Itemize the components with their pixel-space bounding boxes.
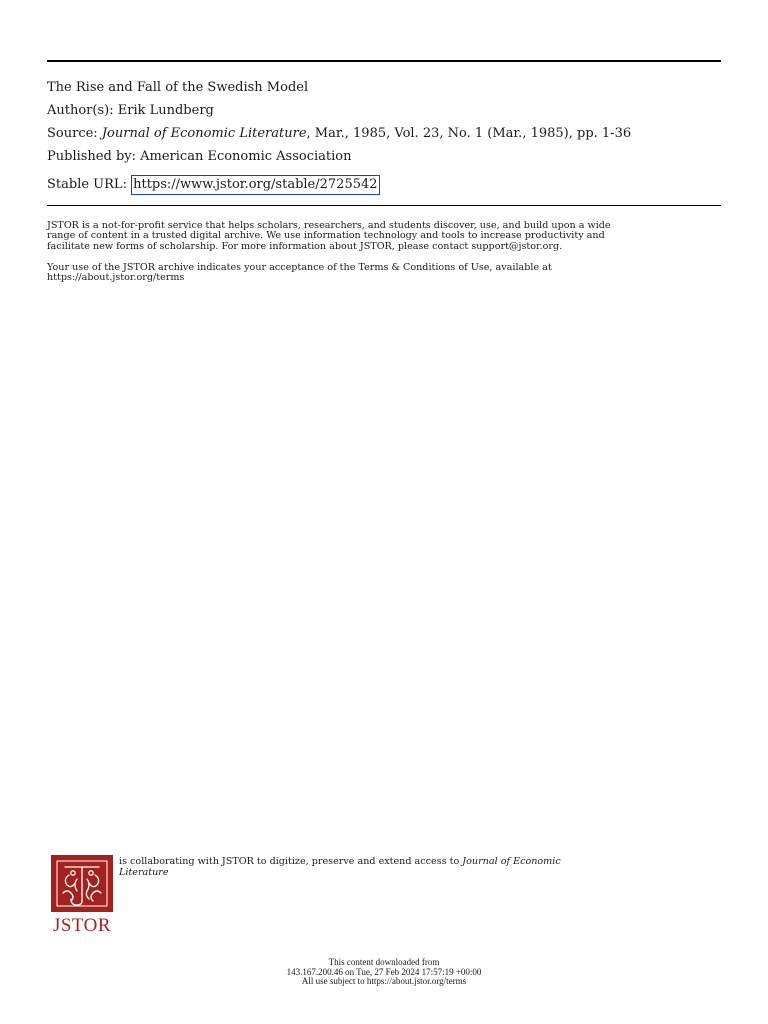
- article-title: The Rise and Fall of the Swedish Model: [47, 80, 309, 95]
- author-label: Author(s):: [47, 103, 114, 118]
- terms-line: Your use of the JSTOR archive indicates your acceptance of the Terms & Conditions of Use, available at: [47, 262, 552, 273]
- terms-notice: [47, 263, 722, 284]
- jstor-description: [47, 221, 722, 252]
- stable-url-link[interactable]: https://www.jstor.org/stable/2725542: [131, 175, 379, 195]
- stable-url-label: Stable URL:: [47, 177, 127, 192]
- journal-name: Journal of Economic Literature: [101, 126, 307, 141]
- footer-line: 143.167.200.46 on Tue, 27 Feb 2024 17:57:19 +00:00: [286, 966, 482, 977]
- author-name: Erik Lundberg: [117, 103, 214, 118]
- description-line: facilitate new forms of scholarship. For more information about JSTOR, please contact support@jstor.org.: [47, 240, 563, 252]
- publisher-name: American Economic Association: [140, 149, 352, 164]
- footer-line: This content downloaded from: [328, 957, 440, 967]
- collaboration-journal: Journal of Economic: [462, 856, 561, 867]
- jstor-emblem-icon: [51, 855, 113, 912]
- collaboration-text: is collaborating with JSTOR to digitize, preserve and extend access to: [119, 856, 460, 867]
- description-line: range of content in a trusted digital archive. We use information technology and tools to increase productivity and: [47, 230, 605, 242]
- publisher-line: [47, 149, 351, 165]
- source-label: Source:: [47, 126, 98, 141]
- jstor-wordmark: JSTOR: [52, 915, 112, 936]
- top-rule: [47, 60, 721, 62]
- footer-line: All use subject to https://about.jstor.org/terms: [301, 976, 467, 986]
- jstor-logo: [50, 855, 114, 937]
- description-line: JSTOR is a not-for-profit service that helps scholars, researchers, and students discover, use, and build upon a wide: [47, 220, 611, 231]
- source-details: , Mar., 1985, Vol. 23, No. 1 (Mar., 1985), pp. 1-36: [306, 126, 632, 141]
- author-line: [47, 103, 214, 119]
- jstor-ornament-icon: [51, 855, 113, 912]
- terms-link[interactable]: https://about.jstor.org/terms: [47, 272, 185, 284]
- stable-url-line: [47, 177, 380, 193]
- collaboration-statement: [119, 856, 561, 878]
- collaboration-journal-cont: Literature: [119, 867, 169, 878]
- source-line: [47, 126, 631, 142]
- download-footer: [200, 958, 568, 987]
- publisher-label: Published by:: [47, 149, 136, 164]
- divider-rule: [47, 205, 721, 206]
